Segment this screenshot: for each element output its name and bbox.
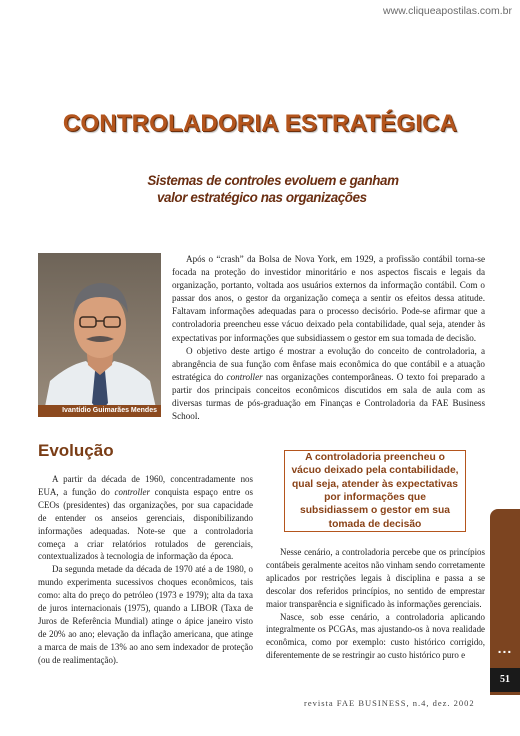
subtitle-line-2: valor estratégico nas organizações xyxy=(157,190,367,205)
body-paragraph xyxy=(266,611,485,663)
intro-paragraph-text: O objetivo deste artigo é mostrar a evolução do conceito de controladoria, a abrangência de sua função com ênfase mais econômica do que contábil e a atuação estratégica do xyxy=(172,345,485,382)
intro-text xyxy=(172,253,485,423)
intro-emphasis: controller xyxy=(226,371,263,382)
intro-paragraph xyxy=(172,345,485,424)
pull-quote-box xyxy=(284,450,466,532)
body-paragraph xyxy=(38,563,253,666)
subtitle-line-1: Sistemas de controles evoluem e ganham xyxy=(147,173,399,188)
body-paragraph xyxy=(266,546,485,611)
intro-paragraph xyxy=(172,253,485,345)
body-paragraph xyxy=(38,473,253,563)
body-paragraph-text: Nesse cenário, a controladoria percebe que os princípios contábeis geralmente aceitos não vinham sendo corretamente aplicados por restrições legais à disciplina e passa a se descolar dos referidos princípios, no sentido de emprestar maior transparência e significado às informações gerenciais. xyxy=(266,547,485,609)
author-caption: Ivantídio Guimarães Mendes xyxy=(38,405,161,417)
author-portrait-image xyxy=(38,253,161,417)
article-title: CONTROLADORIA ESTRATÉGICA xyxy=(62,110,458,137)
left-column-text xyxy=(38,473,253,667)
page-number: 51 xyxy=(490,668,520,692)
intro-paragraph-text: nas organizações contemporâneas. O texto foi preparado a partir dos principais conceitos econômicos discutidos em sala de aula com as diversas turmas de pós-graduação em Finanças e Controladoria da FAE Business School. xyxy=(172,371,485,422)
right-column-text xyxy=(266,546,485,662)
body-paragraph-text: Nasce, sob esse cenário, a controladoria aplicando integralmente os PCGAs, mas ajustando-os à nova realidade econômica, como por exemplo: custo histórico corrigido, diferentemente de se restringir ao custo histórico puro e xyxy=(266,611,485,661)
body-paragraph-text: conquista espaço entre os CEOs (presidentes) das organizações, por sua capacidade de entender os anseios gerenciais, disponibilizando informações adequadas. Note-se que a controladoria começa a criar relatórios rotulados de gerenciais, contextualizados à tecnologia de informação da época. xyxy=(38,486,253,562)
intro-paragraph-text: Após o “crash” da Bolsa de Nova York, em 1929, a profissão contábil torna-se focada na proteção do investidor minoritário e nos aspectos fiscais e legais da organização, portanto, voltada aos usuários externos da informação contábil. Com o passar dos anos, o gestor da organização começa a sentir os efeitos dessa atitude. Faltavam informações adequadas para o processo decisório. Pode-se afirmar que a controladoria preencheu esse vácuo deixado pela contabilidade, qual seja, atender às expectativas por informações que subsidiassem o gestor em sua tomada de decisão. xyxy=(172,254,485,343)
body-paragraph-text: Da segunda metade da década de 1970 até a de 1980, o mundo experimenta sucessivos choques econômicos, tais como: alta do preço do petróleo (1973 e 1979); alta da taxa de juros internacionais (1975), quando a LIBOR (Taxa de Juros de Referência Mundial) atinge o ápice janeiro visto de 20% ao ano; elevação da inflação americana, que atinge a marca de mais de 13% ao ano sem indexador de proteção (ou de realimentação). xyxy=(38,564,253,665)
article-subtitle xyxy=(100,172,440,206)
body-paragraph-text: A partir da década de 1960, concentradamente nos EUA, a função do xyxy=(38,474,253,497)
side-dots: ... xyxy=(497,640,513,656)
author-photo xyxy=(38,253,161,417)
section-heading-evolucao: Evolução xyxy=(38,441,114,460)
watermark-url: www.cliqueapostilas.com.br xyxy=(383,5,512,17)
pull-quote-text: A controladoria preencheu o vácuo deixado pela contabilidade, qual seja, atender às expectativas por informações que subsidiassem o gestor em sua tomada de decisão xyxy=(291,451,459,530)
footer-citation: revista FAE BUSINESS, n.4, dez. 2002 xyxy=(304,698,475,708)
body-emphasis: controller xyxy=(114,486,150,497)
